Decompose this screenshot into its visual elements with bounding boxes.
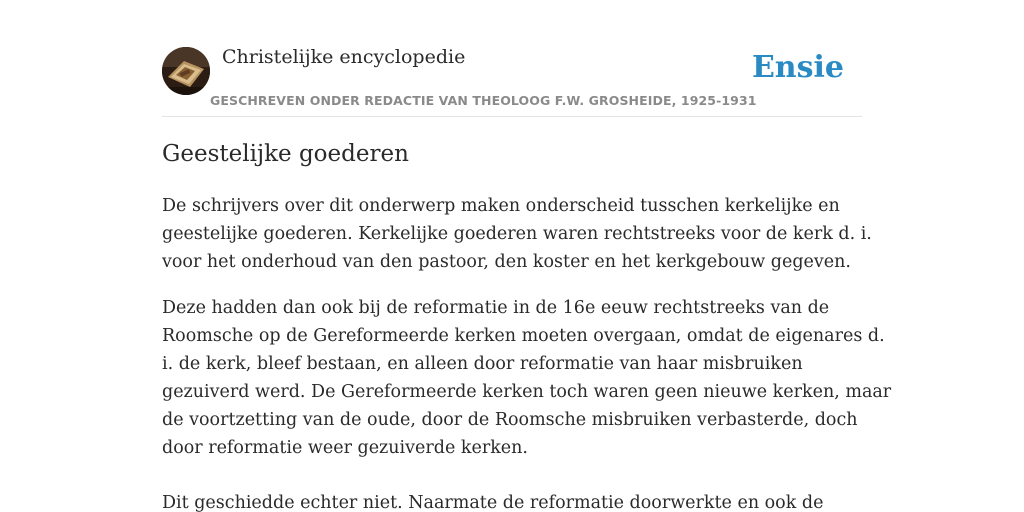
encyclopedia-avatar[interactable]	[162, 47, 210, 95]
paragraph-line: de voortzetting van de oude, door de Roomsche misbruiken verbasterde, doch	[162, 410, 858, 430]
article	[162, 138, 892, 512]
paragraph-line: voor het onderhoud van den pastoor, den koster en het kerkgebouw gegeven.	[162, 252, 851, 272]
paragraph-line: door reformatie weer gezuiverde kerken.	[162, 438, 528, 458]
header	[162, 44, 862, 117]
paragraph-line: Dit geschiedde echter niet. Naarmate de reformatie doorwerkte en ook de	[162, 493, 824, 512]
ensie-logo-link[interactable]: Ensie	[751, 50, 844, 85]
paragraph-line: Deze hadden dan ook bij de reformatie in de 16e eeuw rechtstreeks van de	[162, 298, 830, 318]
article-paragraph	[162, 192, 872, 276]
paragraph-line: i. de kerk, bleef bestaan, en alleen door reformatie van haar misbruiken	[162, 354, 803, 374]
article-paragraph	[162, 294, 892, 462]
site-title[interactable]: Christelijke encyclopedie	[222, 46, 466, 68]
book-photo-icon	[162, 47, 210, 95]
paragraph-line: geestelijke goederen. Kerkelijke goederen waren rechtstreeks voor de kerk d. i.	[162, 224, 872, 244]
paragraph-line: De schrijvers over dit onderwerp maken onderscheid tusschen kerkelijke en	[162, 196, 840, 216]
paragraph-line: gezuiverd werd. De Gereformeerde kerken toch waren geen nieuwe kerken, maar	[162, 382, 892, 402]
paragraph-line: Roomsche op de Gereformeerde kerken moeten overgaan, omdat de eigenares d.	[162, 326, 885, 346]
site-subtitle: GESCHREVEN ONDER REDACTIE VAN THEOLOOG F.W. GROSHEIDE, 1925-1931	[210, 93, 757, 108]
article-paragraph	[162, 489, 862, 512]
article-title: Geestelijke goederen	[162, 141, 409, 167]
